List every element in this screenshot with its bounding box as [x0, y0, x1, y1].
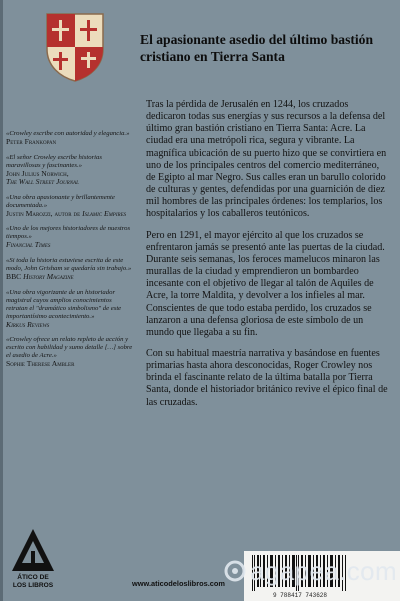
crusader-shield-icon: [44, 11, 106, 83]
quote-source: Kirkus Reviews: [6, 319, 50, 329]
publisher-logo: [8, 527, 58, 597]
review-quote: [6, 194, 134, 219]
quote-text: «El señor Crowley escribe historias maravillosas y fascinantes.»: [6, 153, 102, 169]
review-quote: [6, 130, 134, 147]
back-cover-title: El apasionante asedio del último bastión cristiano en Tierra Santa: [140, 32, 374, 64]
quote-source: Financial Times: [6, 240, 51, 250]
quote-text: «Crowley ofrece un relato repleto de acción y escrito con habilidad y sumo detalle […] sobre el asedio de Acre.»: [6, 336, 133, 360]
publisher-name: ÁTICO DE LOS LIBROS: [12, 574, 54, 589]
review-quote: [6, 289, 134, 330]
quote-source: Sophie Therese Ambler: [6, 359, 75, 369]
watermark-logo-icon: [224, 560, 246, 582]
quote-text: «Crowley escribe con autoridad y elegancia.»: [6, 130, 130, 137]
quote-text: «Uno de los mejores historiadores de nuestros tiempos.»: [6, 225, 131, 241]
quote-source: Justin Marozzi, autor de Islamic Empires: [6, 208, 127, 218]
barcode-number: 9 788417 743628: [272, 592, 327, 599]
quote-text: «Una obra vigorizante de un historiador magistral cuyos amplios conocimientos retratan el "dramático simbolismo" de este importantísimo acontecimiento.»: [6, 288, 122, 320]
quote-source: Peter Frankopan: [6, 137, 57, 146]
review-quote: [6, 257, 134, 282]
synopsis-paragraph: Pero en 1291, el mayor ejército al que los cruzados se enfrentaron jamás se presentó ante las puertas de la ciudad. Durante seis semanas, los feroces mamelucos minaron las murallas de la ciudad y emprendieron un bombardeo incesante con el objetivo de llegar al talón de Aquiles de Acre, la torre Maldita, y devolver a los infieles al mar. Conscientes de que todo estaba perdido, los cruzados se lanzaron a una defensa gloriosa de este símbolo de un mundo que llegaba a su fin.: [146, 229, 385, 338]
quote-text: «Si toda la historia estuviese escrita de este modo, John Grisham se quedaría sin trabajo.»: [6, 256, 132, 272]
spine-shadow: [0, 0, 3, 601]
review-quotes: [6, 130, 134, 376]
quote-source: John Julius Norwich, The Wall Street Journal: [6, 168, 79, 187]
synopsis-paragraph: Con su habitual maestría narrativa y basándose en fuentes primarias hasta ahora desconocidas, Roger Crowley nos brinda el fascinante relato de la última batalla por Tierra Santa, donde el historiador británico revive el épico final de las cruzadas.: [146, 347, 388, 408]
review-quote: [6, 336, 134, 369]
quote-text: «Una obra apasionante y brillantemente documentada.»: [6, 193, 115, 209]
review-quote: [6, 154, 134, 187]
publisher-emblem-icon: [8, 527, 58, 573]
synopsis-paragraph: Tras la pérdida de Jerusalén en 1244, los cruzados dedicaron todas sus energías y sus recursos a la defensa del último gran bastión cristiano en Tierra Santa: Acre. La ciudad era una metrópoli rica, segura y vibrante. La magnífica ubicación de su puerto hizo que se convirtiera en uno de los principales centros del comercio mediterráneo, de Egipto al mar Negro. Sus calles eran un barullo colorido de culturas y gentes, defendidas por una guarnición de diez mil hombres de las principales órdenes: los templarios, los hospitalarios y los caballeros teutónicos.: [146, 99, 387, 220]
review-quote: [6, 225, 134, 250]
quote-source: BBC History Magazine: [6, 271, 74, 281]
publisher-url[interactable]: www.aticodeloslibros.com: [132, 579, 225, 588]
watermark: agapea.com: [250, 556, 398, 586]
synopsis: [146, 99, 388, 418]
